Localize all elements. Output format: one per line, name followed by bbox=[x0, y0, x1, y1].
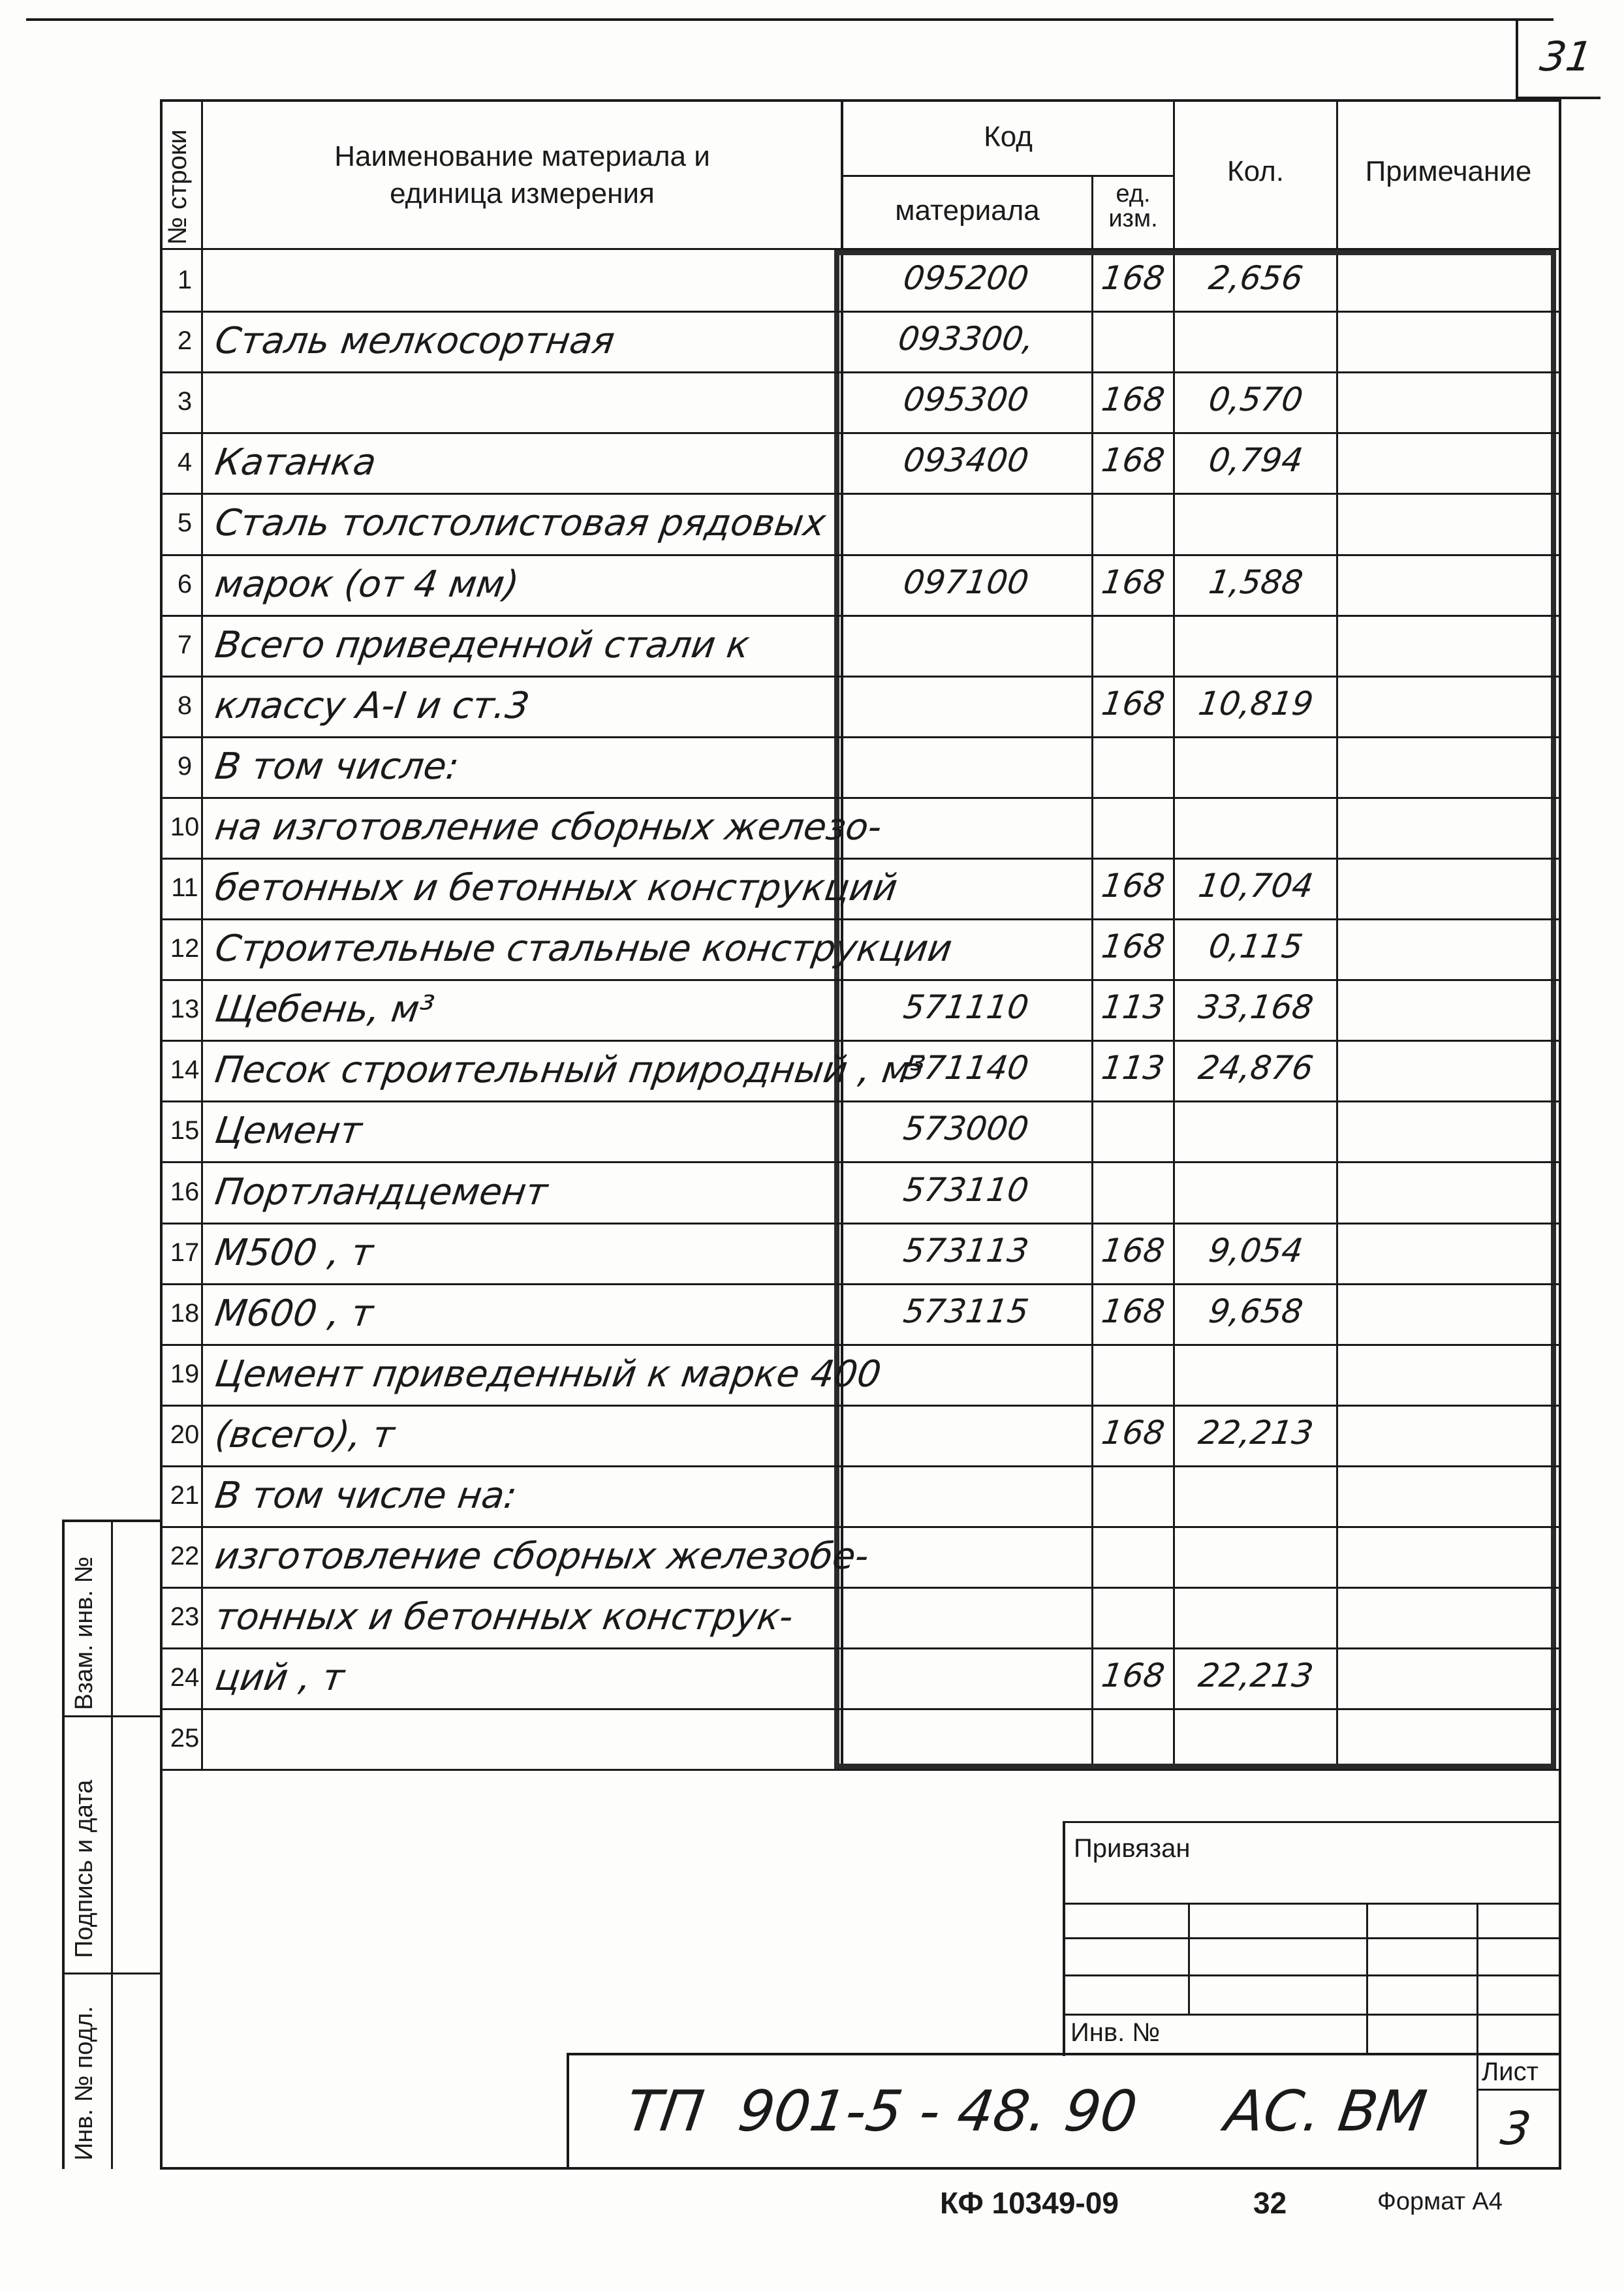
row-material-code: 093400 bbox=[901, 441, 1031, 479]
row-material-code: 571110 bbox=[901, 988, 1031, 1026]
row-number: 20 bbox=[170, 1420, 200, 1449]
header-code-unit bbox=[1093, 181, 1173, 231]
row-divider bbox=[160, 1223, 1561, 1224]
row-number: 6 bbox=[177, 570, 193, 599]
row-material-name: В том числе: bbox=[212, 745, 462, 788]
row-material-name: Строительные стальные конструкции bbox=[212, 928, 955, 970]
row-unit-code: 168 bbox=[1099, 259, 1167, 297]
stamp-grid-r4 bbox=[1063, 2014, 1560, 2016]
row-unit-code: 113 bbox=[1099, 1049, 1167, 1087]
footer-format: Формат А4 bbox=[1377, 2188, 1503, 2215]
row-divider bbox=[160, 554, 1561, 556]
row-divider bbox=[160, 1344, 1561, 1346]
row-number: 9 bbox=[177, 752, 193, 781]
row-material-name: бетонных и бетонных конструкций bbox=[212, 867, 900, 909]
row-divider bbox=[160, 1040, 1561, 1042]
row-material-code: 573115 bbox=[901, 1292, 1031, 1330]
row-material-name: ций , т bbox=[212, 1657, 347, 1699]
row-divider bbox=[160, 1283, 1561, 1285]
row-number: 14 bbox=[170, 1055, 200, 1084]
row-divider bbox=[160, 1405, 1561, 1407]
row-divider bbox=[160, 736, 1561, 738]
row-quantity: 0,570 bbox=[1206, 381, 1305, 418]
row-divider bbox=[160, 1708, 1561, 1710]
header-code-unit-line2: изм. bbox=[1108, 205, 1158, 232]
row-number: 2 bbox=[177, 326, 193, 355]
row-number: 3 bbox=[177, 387, 193, 416]
stamp-grid-top bbox=[1063, 1821, 1560, 1823]
top-border bbox=[26, 18, 1554, 21]
frame-right bbox=[1559, 99, 1561, 2168]
title-block-left bbox=[567, 2053, 569, 2169]
row-divider bbox=[160, 615, 1561, 617]
stamp-grid-r2 bbox=[1063, 1937, 1560, 1939]
row-divider bbox=[160, 1647, 1561, 1649]
header-code-unit-line1: ед. bbox=[1116, 180, 1151, 208]
side-label-inv-podl: Инв. № подл. bbox=[70, 2006, 98, 2160]
row-divider bbox=[160, 676, 1561, 678]
row-unit-code: 168 bbox=[1099, 867, 1167, 905]
row-material-name: классу А-I и ст.3 bbox=[212, 685, 532, 727]
row-divider bbox=[160, 1465, 1561, 1467]
row-quantity: 0,115 bbox=[1206, 928, 1305, 965]
header-code: Код bbox=[984, 121, 1033, 153]
row-unit-code: 168 bbox=[1099, 563, 1167, 601]
header-name-line1: Наименование материала и bbox=[334, 140, 710, 172]
row-number: 12 bbox=[170, 934, 200, 963]
row-number: 7 bbox=[177, 631, 193, 659]
footer-page: 32 bbox=[1253, 2186, 1287, 2220]
row-number: 17 bbox=[170, 1238, 200, 1267]
row-number: 4 bbox=[177, 448, 193, 476]
header-code-material: материала bbox=[895, 195, 1040, 226]
row-unit-code: 168 bbox=[1099, 1657, 1167, 1694]
header-qty: Кол. bbox=[1226, 155, 1285, 187]
side-label-zam-inv: Взам. инв. № bbox=[70, 1556, 98, 1710]
stamp-grid-r3 bbox=[1063, 1974, 1560, 1976]
row-divider bbox=[160, 979, 1561, 981]
row-material-name: изготовление сборных железобе- bbox=[212, 1535, 872, 1578]
row-divider bbox=[160, 797, 1561, 799]
row-material-code: 095300 bbox=[901, 381, 1031, 418]
frame-top bbox=[160, 99, 1561, 102]
col-rowno-right bbox=[201, 99, 203, 1769]
header-name-line2: единица измерения bbox=[390, 178, 655, 210]
row-material-name: Цемент bbox=[212, 1110, 365, 1152]
row-material-name: В том числе на: bbox=[212, 1474, 520, 1517]
title-block-top bbox=[567, 2053, 1560, 2055]
footer-code: КФ 10349-09 bbox=[940, 2186, 1119, 2220]
row-unit-code: 113 bbox=[1099, 988, 1167, 1026]
row-number: 16 bbox=[170, 1178, 200, 1206]
row-number: 22 bbox=[170, 1542, 200, 1570]
row-divider bbox=[160, 1161, 1561, 1163]
row-quantity: 22,213 bbox=[1196, 1414, 1316, 1452]
side-strip-mid bbox=[111, 1520, 113, 2169]
code-split-line bbox=[841, 175, 1174, 177]
row-quantity: 22,213 bbox=[1196, 1657, 1316, 1694]
row-number: 15 bbox=[170, 1116, 200, 1145]
row-quantity: 24,876 bbox=[1196, 1049, 1316, 1087]
row-material-name: Сталь толстолистовая рядовых bbox=[212, 502, 828, 544]
row-quantity: 0,794 bbox=[1206, 441, 1305, 479]
row-material-name: Песок строительный природный , м³ bbox=[212, 1049, 928, 1091]
side-label-podpis: Подпись и дата bbox=[70, 1779, 98, 1958]
row-material-code: 571140 bbox=[901, 1049, 1031, 1087]
stamp-grid-c1 bbox=[1188, 1903, 1190, 2014]
row-quantity: 1,588 bbox=[1206, 563, 1305, 601]
row-material-name: Щебень, м³ bbox=[212, 988, 437, 1031]
row-divider bbox=[160, 311, 1561, 313]
row-divider bbox=[160, 918, 1561, 920]
row-number: 8 bbox=[177, 691, 193, 720]
row-number: 21 bbox=[170, 1481, 200, 1510]
row-number: 11 bbox=[171, 873, 198, 902]
frame-bottom bbox=[160, 2167, 1561, 2170]
row-material-name: Портландцемент bbox=[212, 1171, 551, 1213]
row-unit-code: 168 bbox=[1099, 1292, 1167, 1330]
header-row-no: № строки bbox=[163, 129, 192, 245]
row-unit-code: 168 bbox=[1099, 381, 1167, 418]
row-divider bbox=[160, 371, 1561, 373]
row-material-name: Цемент приведенный к марке 400 bbox=[212, 1353, 884, 1396]
stamp-inv-no: Инв. № bbox=[1070, 2018, 1161, 2047]
row-quantity: 9,658 bbox=[1206, 1292, 1305, 1330]
row-number: 1 bbox=[177, 266, 193, 294]
stamp-grid-c3 bbox=[1476, 1903, 1478, 2167]
stamp-sheet-label: Лист bbox=[1482, 2057, 1538, 2086]
row-material-code: 573000 bbox=[901, 1110, 1031, 1147]
stamp-grid-c2 bbox=[1366, 1903, 1368, 2053]
page-number: 31 bbox=[1537, 33, 1596, 80]
row-material-name: М500 , т bbox=[212, 1232, 376, 1274]
row-material-name: на изготовление сборных железо- bbox=[212, 806, 884, 849]
row-material-code: 573110 bbox=[901, 1171, 1031, 1209]
row-material-name: марок (от 4 мм) bbox=[212, 563, 522, 606]
row-quantity: 9,054 bbox=[1206, 1232, 1305, 1270]
row-quantity: 2,656 bbox=[1206, 259, 1305, 297]
row-divider bbox=[160, 1587, 1561, 1589]
row-unit-code: 168 bbox=[1099, 685, 1167, 723]
row-material-name: Всего приведенной стали к bbox=[212, 624, 753, 666]
stamp-grid-r1 bbox=[1063, 1903, 1560, 1905]
row-number: 18 bbox=[170, 1299, 200, 1328]
stamp-designation: ТП 901-5 - 48. 90 АС. ВМ bbox=[621, 2079, 1431, 2144]
row-material-name: (всего), т bbox=[212, 1414, 398, 1456]
row-divider bbox=[160, 1100, 1561, 1102]
row-unit-code: 168 bbox=[1099, 928, 1167, 965]
row-unit-code: 168 bbox=[1099, 1232, 1167, 1270]
row-material-name: тонных и бетонных конструк- bbox=[212, 1596, 796, 1638]
stamp-privyazan: Привязан bbox=[1074, 1834, 1191, 1863]
row-number: 13 bbox=[170, 995, 200, 1023]
row-number: 19 bbox=[170, 1360, 200, 1388]
row-number: 5 bbox=[177, 508, 193, 537]
row-unit-code: 168 bbox=[1099, 441, 1167, 479]
row-material-name: Катанка bbox=[212, 441, 379, 484]
row-number: 24 bbox=[170, 1663, 200, 1692]
sheet-box-divider bbox=[1476, 2089, 1560, 2091]
row-divider bbox=[160, 858, 1561, 860]
row-quantity: 10,704 bbox=[1196, 867, 1316, 905]
row-quantity: 10,819 bbox=[1196, 685, 1316, 723]
side-strip-left bbox=[62, 1520, 65, 2169]
row-divider bbox=[160, 1769, 1561, 1771]
page-number-box-left bbox=[1516, 18, 1518, 98]
row-divider bbox=[160, 493, 1561, 495]
row-material-name: Сталь мелкосортная bbox=[212, 320, 617, 362]
row-divider bbox=[160, 1526, 1561, 1528]
row-divider bbox=[160, 432, 1561, 434]
row-quantity: 33,168 bbox=[1196, 988, 1316, 1026]
row-number: 10 bbox=[170, 813, 200, 841]
row-material-code: 095200 bbox=[901, 259, 1031, 297]
row-material-code: 573113 bbox=[901, 1232, 1031, 1270]
row-material-name: М600 , т bbox=[212, 1292, 376, 1335]
row-material-code: 097100 bbox=[901, 563, 1031, 601]
stamp-sheet-value: 3 bbox=[1497, 2102, 1535, 2155]
row-number: 23 bbox=[170, 1602, 200, 1631]
frame-left bbox=[160, 99, 163, 2168]
row-material-code: 093300, bbox=[896, 320, 1037, 358]
row-unit-code: 168 bbox=[1099, 1414, 1167, 1452]
header-note: Примечание bbox=[1365, 155, 1532, 187]
row-number: 25 bbox=[170, 1724, 200, 1753]
